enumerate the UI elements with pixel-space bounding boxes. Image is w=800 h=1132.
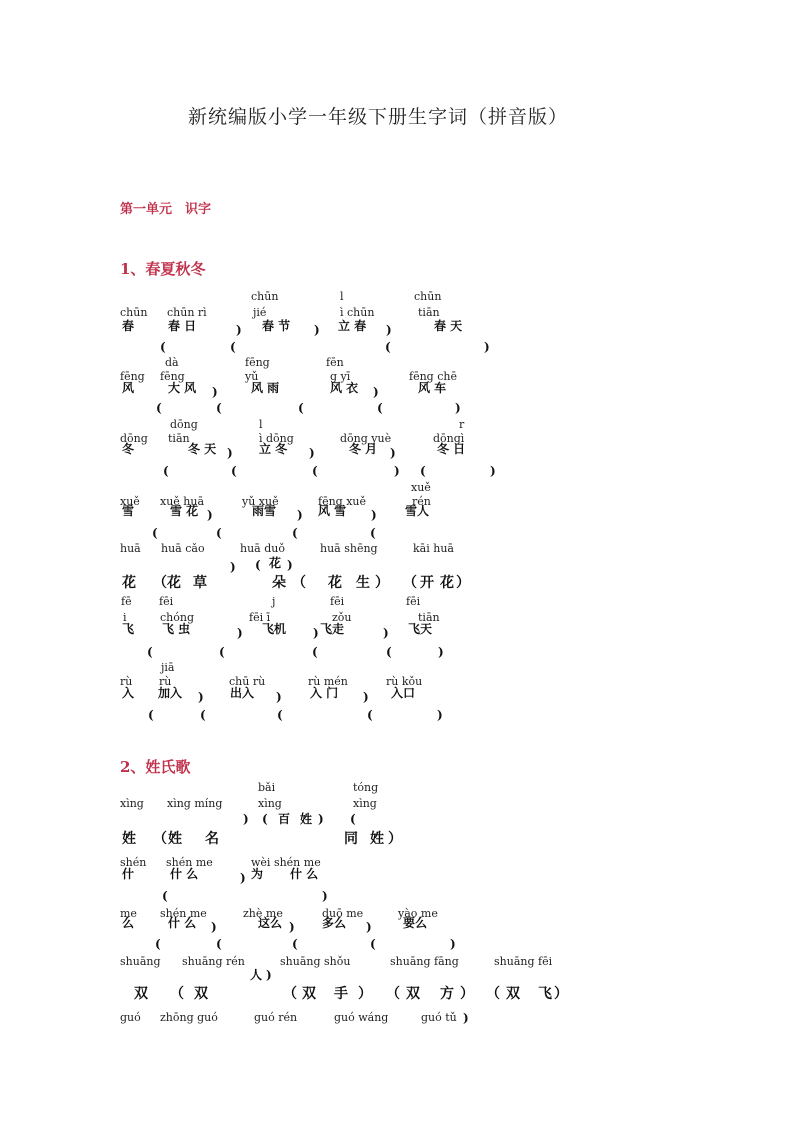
word: 百 (278, 812, 291, 826)
pinyin: shuāng (120, 955, 161, 968)
word: 什 么 (290, 867, 319, 881)
word: 人 (250, 968, 263, 982)
word: 风 衣 (330, 381, 359, 395)
paren: ) (322, 889, 328, 903)
pinyin: xìng míng (167, 797, 223, 810)
paren: （ (403, 575, 417, 591)
word: 飞机 (262, 622, 287, 636)
pinyin: shuāng rén (182, 955, 245, 968)
paren: ) (490, 464, 496, 478)
paren: ) (237, 626, 243, 640)
paren: ( (152, 526, 158, 540)
pinyin: ì chūn (340, 306, 375, 319)
pinyin: shén me (166, 856, 213, 869)
paren: ( (255, 558, 261, 572)
word: 多么 (322, 916, 347, 930)
word: 么 (122, 916, 135, 930)
pinyin: fēng (245, 356, 270, 369)
word: 雪 花 (170, 504, 199, 518)
pinyin: fēng (160, 370, 185, 383)
paren: ) (243, 812, 249, 826)
word: 风 雪 (318, 504, 347, 518)
word: 要么 (403, 916, 428, 930)
word: 双 (302, 986, 316, 1002)
pinyin: fēng xuě (318, 495, 367, 508)
paren: ( (216, 937, 222, 951)
pinyin: dōng (120, 432, 148, 445)
paren: ) (437, 708, 443, 722)
pinyin: j (272, 595, 276, 608)
word: 花 (167, 575, 181, 591)
pinyin: rù (120, 675, 133, 688)
pinyin: shuāng fāng (390, 955, 459, 968)
pinyin: xìng (258, 797, 282, 810)
word: 为 (251, 867, 264, 881)
word: 同 (344, 831, 358, 847)
word: 风 车 (418, 381, 447, 395)
paren: ( (148, 708, 154, 722)
paren: ) (227, 446, 233, 460)
pinyin: g yī (330, 370, 351, 383)
word: 入口 (391, 686, 416, 700)
pinyin: yǔ (245, 370, 259, 383)
pinyin: rù (159, 675, 172, 688)
lesson-heading: 2、姓氏歌 (120, 758, 191, 776)
pinyin: zhè me (243, 907, 283, 920)
paren: ) (450, 937, 456, 951)
paren: ( (231, 464, 237, 478)
pinyin: chūn (120, 306, 148, 319)
pinyin: yǔ xuě (242, 495, 279, 508)
paren: （ (170, 986, 184, 1002)
paren: ( (230, 340, 236, 354)
paren: ( (386, 645, 392, 659)
paren: （ (283, 986, 297, 1002)
pinyin: tiān (418, 306, 440, 319)
pinyin: dōng yuè (340, 432, 392, 445)
word: 姓 (122, 831, 136, 847)
paren: ) (211, 920, 217, 934)
paren: ( (370, 937, 376, 951)
word: 雨雪 (252, 504, 277, 518)
paren: ) (240, 871, 246, 885)
paren: ） (554, 986, 568, 1002)
paren: ( (160, 340, 166, 354)
word: 冬 天 (188, 442, 217, 456)
word: 风 雨 (251, 381, 280, 395)
paren: ( (162, 889, 168, 903)
pinyin: l (340, 290, 344, 303)
pinyin: shuāng shǒu (280, 955, 351, 968)
pinyin: tóng (353, 781, 379, 794)
pinyin: fēng chē (409, 370, 457, 383)
word: 生 (356, 575, 370, 591)
pinyin: r (459, 418, 465, 431)
word: 飞 (538, 986, 552, 1002)
paren: ) (366, 920, 372, 934)
word: 开 (420, 575, 434, 591)
pinyin: duō me (322, 907, 364, 920)
paren: ) (438, 645, 444, 659)
word: 春 (122, 319, 135, 333)
paren: ( (292, 526, 298, 540)
pinyin: guó tǔ (421, 1011, 457, 1024)
pinyin: wèi shén me (251, 856, 321, 869)
paren: ) (373, 385, 379, 399)
paren: ( (377, 401, 383, 415)
paren: ) (207, 508, 213, 522)
word: 双 (194, 986, 208, 1002)
word: 飞 虫 (162, 622, 191, 636)
pinyin: i (123, 611, 127, 624)
pinyin: dōng (170, 418, 198, 431)
word: 花 (440, 575, 454, 591)
pinyin: bǎi (258, 781, 276, 794)
word: 入 门 (310, 686, 339, 700)
pinyin: xuě (120, 495, 140, 508)
pinyin: fēi (330, 595, 345, 608)
paren: ) (212, 385, 218, 399)
word: 草 (193, 575, 207, 591)
paren: ( (147, 645, 153, 659)
paren: ) (455, 401, 461, 415)
pinyin: xuě (411, 481, 431, 494)
pinyin: rén (412, 495, 431, 508)
paren: ) (463, 1011, 469, 1025)
pinyin: dà (165, 356, 179, 369)
pinyin: chūn (414, 290, 442, 303)
word: 姓 (168, 831, 182, 847)
paren: ( (277, 708, 283, 722)
pinyin: kāi huā (413, 542, 454, 555)
word: 双 (506, 986, 520, 1002)
paren: ) (276, 690, 282, 704)
pinyin: huā shēng (320, 542, 378, 555)
paren: ） (460, 986, 474, 1002)
paren: ) (297, 508, 303, 522)
pinyin: fē (121, 595, 132, 608)
paren: ) (386, 323, 392, 337)
paren: ) (484, 340, 490, 354)
paren: ） (358, 986, 372, 1002)
word: 雪人 (405, 504, 430, 518)
paren: ) (289, 920, 295, 934)
pinyin: huā cǎo (161, 542, 205, 555)
word: 风 (122, 381, 135, 395)
paren: ) (266, 968, 272, 982)
paren: ) (230, 560, 236, 574)
word: 大 风 (168, 381, 197, 395)
pinyin: chū rù (229, 675, 266, 688)
paren: ) (313, 626, 319, 640)
pinyin: fēng (120, 370, 145, 383)
paren: ( (219, 645, 225, 659)
word: 花 (269, 556, 282, 570)
word: 入 (122, 686, 135, 700)
pinyin: rù kǒu (386, 675, 423, 688)
word: 春 天 (434, 319, 463, 333)
pinyin: xìng (353, 797, 377, 810)
paren: ） (456, 575, 470, 591)
paren: ) (383, 626, 389, 640)
paren: ) (371, 508, 377, 522)
pinyin: guó (120, 1011, 141, 1024)
word: 春 节 (262, 319, 291, 333)
pinyin: huā duǒ (240, 542, 285, 555)
paren: ) (309, 446, 315, 460)
pinyin: chūn (251, 290, 279, 303)
paren: ) (198, 690, 204, 704)
pinyin: ì dōng (259, 432, 294, 445)
word: 飞走 (320, 622, 345, 636)
word: 花 (328, 575, 342, 591)
paren: ( (163, 464, 169, 478)
paren: ( (385, 340, 391, 354)
word: 这么 (258, 916, 283, 930)
paren: ) (236, 323, 242, 337)
word: 立 冬 (259, 442, 288, 456)
pinyin: fēn (326, 356, 344, 369)
paren: （ (292, 575, 306, 591)
paren: （ (153, 831, 167, 847)
paren: ( (156, 401, 162, 415)
pinyin: tiān (168, 432, 190, 445)
paren: ( (216, 526, 222, 540)
paren: ( (292, 937, 298, 951)
pinyin: chóng (160, 611, 194, 624)
paren: ) (394, 464, 400, 478)
pinyin: zǒu (332, 611, 352, 624)
word: 飞 (122, 622, 135, 636)
word: 双 (134, 986, 148, 1002)
paren: ） (388, 831, 402, 847)
pinyin: zhōng guó (160, 1011, 218, 1024)
document-title: 新统编版小学一年级下册生字词（拼音版） (188, 106, 569, 128)
paren: （ (153, 575, 167, 591)
pinyin: fēi (159, 595, 174, 608)
pinyin: jiā (161, 661, 175, 674)
word: 雪 (122, 504, 135, 518)
paren: ( (370, 526, 376, 540)
paren: ) (363, 690, 369, 704)
pinyin: me (120, 907, 137, 920)
paren: ( (350, 812, 356, 826)
word: 飞天 (408, 622, 433, 636)
paren: ( (216, 401, 222, 415)
paren: ( (155, 937, 161, 951)
word: 什 么 (170, 867, 199, 881)
pinyin: guó rén (254, 1011, 298, 1024)
pinyin: guó wáng (334, 1011, 389, 1024)
word: 双 (406, 986, 420, 1002)
pinyin: fēi ī (249, 611, 271, 624)
word: 手 (334, 986, 348, 1002)
paren: ( (200, 708, 206, 722)
unit-heading: 第一单元 识字 (120, 202, 212, 217)
pinyin: shuāng fēi (494, 955, 553, 968)
paren: ） (375, 575, 389, 591)
pinyin: xìng (120, 797, 144, 810)
pinyin: chūn rì (167, 306, 207, 319)
paren: （ (386, 986, 400, 1002)
pinyin: dōngì (433, 432, 465, 445)
pinyin: shén (120, 856, 147, 869)
word: 花 (122, 575, 136, 591)
word: 什 么 (168, 916, 197, 930)
word: 姓 (300, 812, 313, 826)
word: 加入 (158, 686, 183, 700)
word: 立 春 (338, 319, 367, 333)
lesson-heading: 1、春夏秋冬 (120, 260, 206, 278)
word: 名 (205, 831, 219, 847)
word: 方 (440, 986, 454, 1002)
word: 姓 (370, 831, 384, 847)
paren: ) (287, 558, 293, 572)
pinyin: jié (253, 306, 267, 319)
word: 什 (122, 867, 135, 881)
paren: ) (318, 812, 324, 826)
paren: ( (298, 401, 304, 415)
paren: ( (420, 464, 426, 478)
paren: ( (367, 708, 373, 722)
pinyin: huā (120, 542, 141, 555)
pinyin: shén me (160, 907, 207, 920)
word: 冬 日 (437, 442, 466, 456)
pinyin: rù mén (308, 675, 348, 688)
paren: ) (390, 446, 396, 460)
paren: ( (312, 464, 318, 478)
word: 出入 (230, 686, 255, 700)
pinyin: tiān (418, 611, 440, 624)
word: 冬 月 (349, 442, 378, 456)
word: 冬 (122, 442, 135, 456)
pinyin: xuě huā (160, 495, 205, 508)
paren: （ (486, 986, 500, 1002)
paren: ( (262, 812, 268, 826)
paren: ) (314, 323, 320, 337)
pinyin: yào me (398, 907, 438, 920)
word: 春 日 (168, 319, 197, 333)
pinyin: fēi (406, 595, 421, 608)
pinyin: l (259, 418, 263, 431)
word: 朵 (272, 575, 286, 591)
paren: ( (312, 645, 318, 659)
